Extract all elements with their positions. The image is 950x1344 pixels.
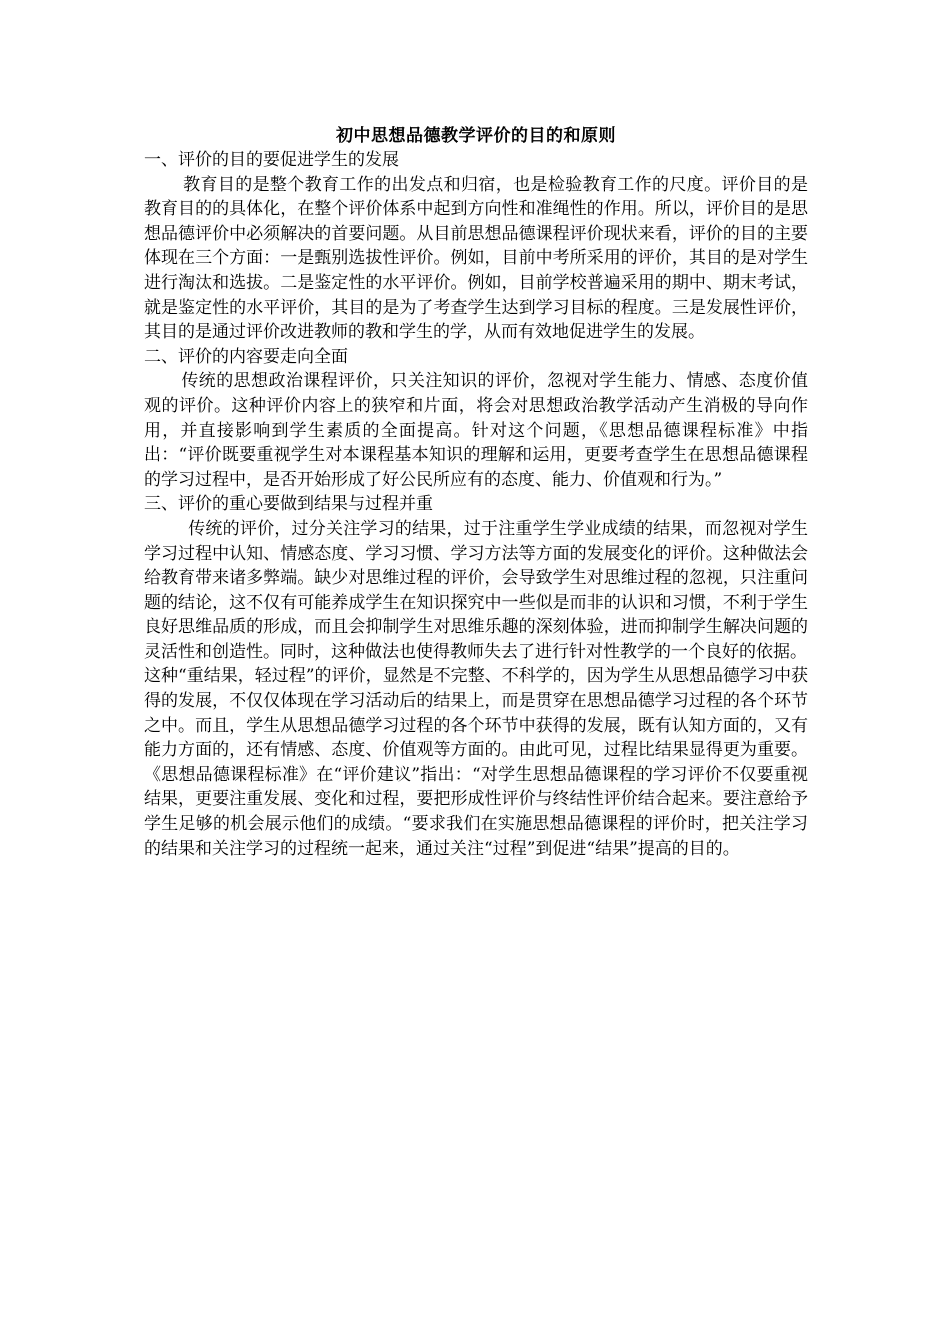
section-1-paragraph-1: 教育目的是整个教育工作的出发点和归宿，也是检验教育工作的尺度。评价目的是教育目的的具体化，在整个评价体系中起到方向性和准绳性的作用。所以，评价目的是思想品德评价中必须解决的首要问题。从目前思想品德课程评价现状来看，评价的目的主要体现在三个方面：一是甄别选拔性评价。例如，目前中考所采用的评价，其目的是对学生进行淘汰和选拔。二是鉴定性的水平评价。例如，目前学校普遍采用的期中、期末考试，就是鉴定性的水平评价，其目的是为了考查学生达到学习目标的程度。三是发展性评价，其目的是通过评价改进教师的教和学生的学，从而有效地促进学生的发展。 [144, 174, 808, 343]
section-1-heading: 一、评价的目的要促进学生的发展 [144, 150, 399, 170]
document-title: 初中思想品德教学评价的目的和原则 [336, 126, 616, 146]
document-page [144, 124, 808, 861]
section-2-heading: 二、评价的内容要走向全面 [144, 346, 348, 367]
section-2-paragraph-1: 传统的思想政治课程评价，只关注知识的评价，忽视对学生能力、情感、态度价值观的评价。这种评价内容上的狭窄和片面，将会对思想政治教学活动产生消极的导向作用，并直接影响到学生素质的全面提高。针对这个问题，《思想品德课程标准》中指出：“评价既要重视学生对本课程基本知识的理解和运用，更要考查学生在思想品德课程的学习过程中，是否开始形成了好公民所应有的态度、能力、价值观和行为。” [144, 371, 808, 490]
section-3-heading: 三、评价的重心要做到结果与过程并重 [144, 494, 433, 515]
section-3-paragraph-1: 传统的评价，过分关注学习的结果，过于注重学生学业成绩的结果，而忽视对学生学习过程中认知、情感态度、学习习惯、学习方法等方面的发展变化的评价。这种做法会给教育带来诸多弊端。缺少对思维过程的评价，会导致学生对思维过程的忽视，只注重问题的结论，这不仅有可能养成学生在知识探究中一些似是而非的认识和习惯，不利于学生良好思维品质的形成，而且会抑制学生对思维乐趣的深刻体验，进而抑制学生解决问题的灵活性和创造性。同时，这种做法也使得教师失去了进行针对性教学的一个良好的依据。 [144, 518, 808, 662]
section-3-paragraph-2: 这种“重结果，轻过程”的评价，显然是不完整、不科学的，因为学生从思想品德学习中获得的发展，不仅仅体现在学习活动后的结果上，而是贯穿在思想品德学习过程的各个环节之中。而且，学生从思想品德学习过程的各个环节中获得的发展，既有认知方面的，又有能力方面的，还有情感、态度、价值观等方面的。由此可见，过程比结果显得更为重要。《思想品德课程标准》在“评价建议”指出：“对学生思想品德课程的学习评价不仅要重视结果，更要注重发展、变化和过程，要把形成性评价与终结性评价结合起来。要注意给予学生足够的机会展示他们的成绩。“要求我们在实施思想品德课程的评价时，把关注学习的结果和关注学习的过程统一起来，通过关注“过程”到促进“结果”提高的目的。 [144, 666, 808, 859]
